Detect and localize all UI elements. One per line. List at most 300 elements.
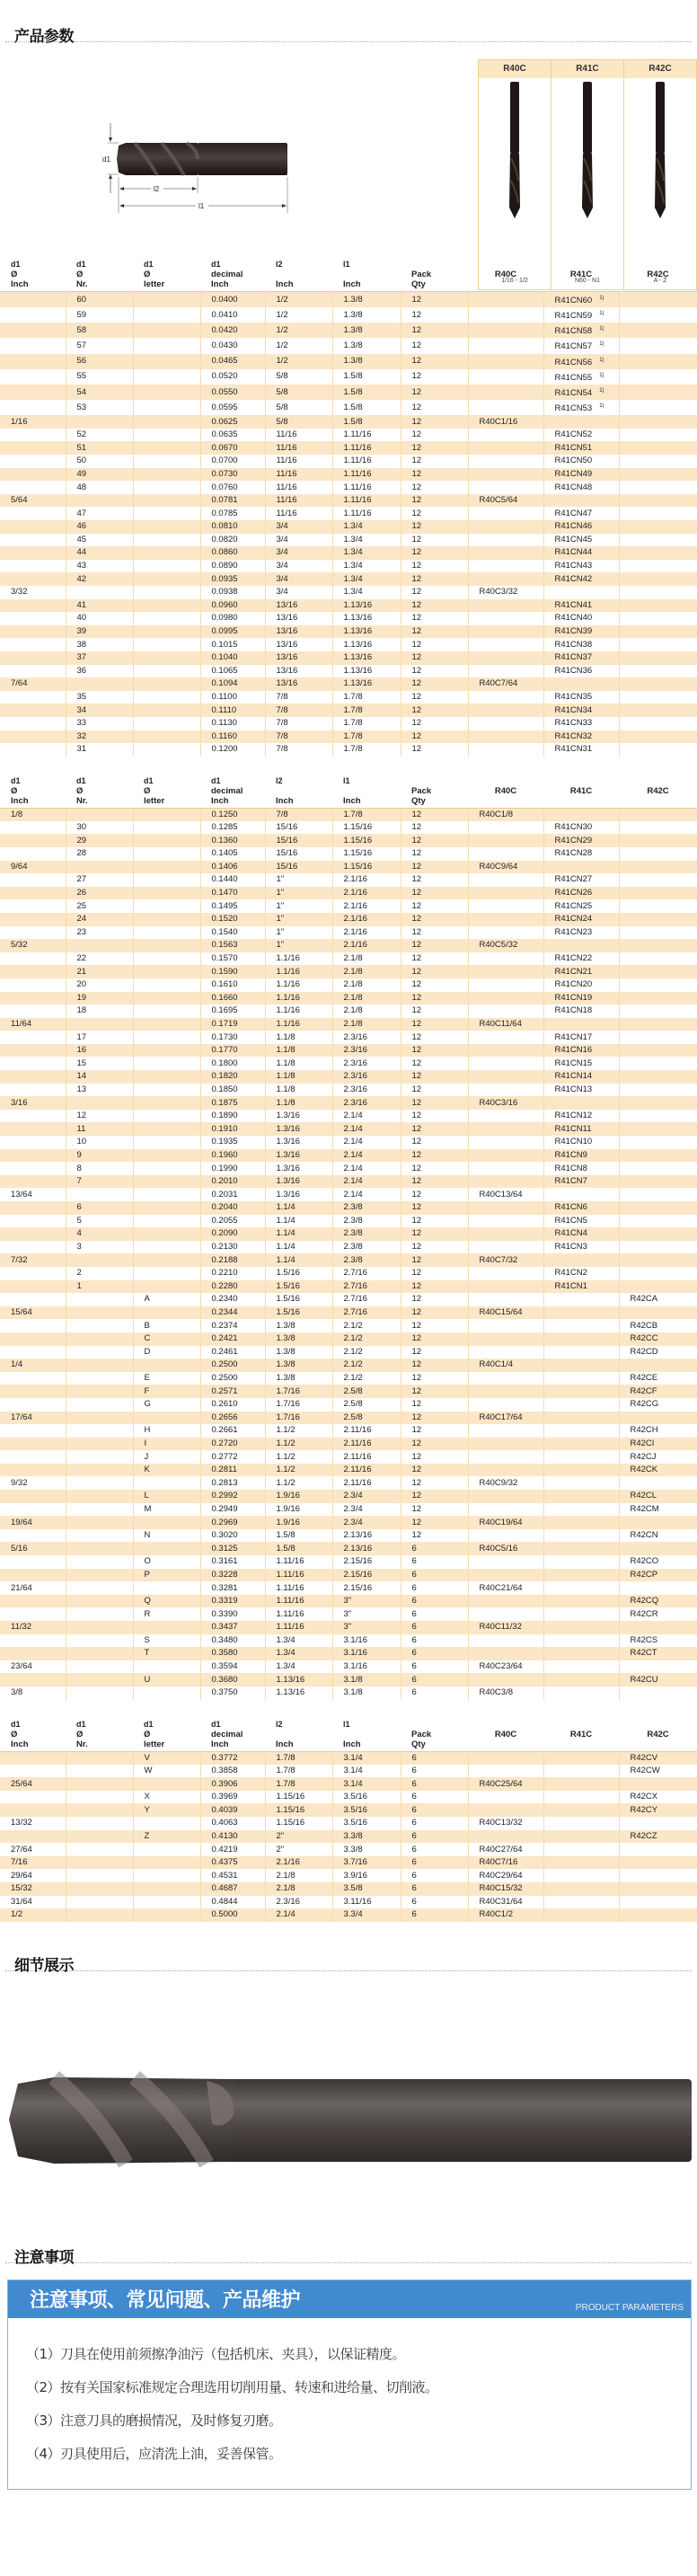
- cell-value: 0.0890: [211, 561, 238, 571]
- table-cell: [265, 429, 332, 442]
- table-cell: [543, 926, 619, 940]
- cell-value: 0.1405: [211, 848, 238, 859]
- table-cell: [200, 400, 265, 415]
- cell-value: 2.1/8: [343, 979, 363, 990]
- cell-value: 11/16: [276, 508, 297, 518]
- table-row: [0, 1896, 697, 1909]
- d1-label: d1: [102, 155, 110, 164]
- table-cell: [66, 354, 133, 369]
- cell-value: I: [144, 1438, 147, 1448]
- cell-value: 0.1890: [211, 1111, 238, 1121]
- table-cell: [265, 354, 332, 369]
- table-cell: [332, 560, 401, 573]
- drill-image: [578, 78, 596, 278]
- table-cell: [0, 1516, 66, 1529]
- table-row: [0, 586, 697, 599]
- column-header-line: letter: [144, 279, 165, 289]
- table-cell: [66, 952, 133, 966]
- table-cell: [0, 1084, 66, 1097]
- table-cell: [66, 1529, 133, 1543]
- table-cell: [332, 1018, 401, 1031]
- table-cell: [133, 1044, 200, 1058]
- table-cell: [200, 1149, 265, 1163]
- table-cell: [401, 1686, 468, 1700]
- cell-value: 0.0430: [211, 341, 238, 351]
- cell-value: 1.3/8: [343, 324, 363, 335]
- cell-value: 12: [411, 704, 422, 715]
- table-row: [0, 1777, 697, 1791]
- cell-value: R40C7/64: [479, 678, 518, 689]
- table-cell: [332, 1241, 401, 1254]
- table-row: [0, 429, 697, 442]
- cell-value: 1.1/16: [276, 966, 300, 977]
- table-cell: [543, 1332, 619, 1346]
- table-cell: [619, 691, 697, 704]
- table-cell: [0, 481, 66, 494]
- table-cell: [332, 400, 401, 415]
- table-cell: [468, 1516, 543, 1529]
- cell-value: 15: [76, 1058, 87, 1068]
- cell-value: 56: [76, 356, 87, 367]
- cell-value: 1.11/16: [343, 429, 372, 440]
- table-cell: [543, 1555, 619, 1569]
- cell-value: 1.1/2: [276, 1477, 296, 1488]
- cell-value: 58: [76, 324, 87, 335]
- table-row: [0, 743, 697, 757]
- table-cell: [543, 534, 619, 547]
- column-header-r41c: R41C: [543, 258, 619, 292]
- table-cell: [543, 586, 619, 599]
- table-cell: [265, 1215, 332, 1228]
- table-cell: [133, 1201, 200, 1215]
- table-cell: [200, 992, 265, 1005]
- table-cell: [401, 1253, 468, 1267]
- cell-value: 15/32: [11, 1883, 32, 1894]
- table-row: [0, 704, 697, 717]
- table-cell: [133, 1412, 200, 1425]
- table-cell: [468, 586, 543, 599]
- table-cell: [265, 847, 332, 861]
- cell-value: R40C13/64: [479, 1189, 523, 1199]
- table-cell: [401, 1215, 468, 1228]
- footnote-mark: 1): [599, 357, 604, 363]
- table-cell: [133, 1634, 200, 1648]
- table-cell: [468, 1136, 543, 1149]
- table-cell: [619, 1070, 697, 1084]
- table-cell: [66, 1843, 133, 1856]
- cell-value: 2.3/16: [343, 1058, 367, 1068]
- table-cell: [265, 1057, 332, 1070]
- table-cell: [200, 1070, 265, 1084]
- table-cell: [332, 821, 401, 835]
- table-cell: [265, 1817, 332, 1830]
- table-cell: [0, 1555, 66, 1569]
- cell-value: 20: [76, 979, 87, 990]
- table-cell: [619, 1529, 697, 1543]
- table-cell: [543, 665, 619, 678]
- notice-item: （1）刀具在使用前须擦净油污（包括机床、夹具），以保证精度。: [26, 2345, 406, 2362]
- cell-value: R41CN58: [554, 326, 593, 337]
- table-cell: [200, 1607, 265, 1621]
- table-cell: [133, 1319, 200, 1332]
- table-cell: [543, 1516, 619, 1529]
- table-cell: [401, 1581, 468, 1595]
- cell-value: 5/16: [11, 1543, 28, 1554]
- column-header-l2: [265, 775, 332, 809]
- table-cell: [543, 1817, 619, 1830]
- table-cell: [332, 1555, 401, 1569]
- table-cell: [133, 1581, 200, 1595]
- table-cell: [200, 1280, 265, 1294]
- table-cell: [543, 323, 619, 338]
- table-cell: [619, 1555, 697, 1569]
- table-cell: [133, 441, 200, 455]
- table-cell: [619, 1777, 697, 1791]
- table-row: [0, 1503, 697, 1517]
- table-cell: [401, 1569, 468, 1582]
- table-cell: [66, 992, 133, 1005]
- table-cell: [332, 665, 401, 678]
- drill-dimension-diagram: [102, 123, 296, 222]
- table-cell: [200, 1803, 265, 1817]
- table-cell: [619, 1647, 697, 1660]
- table-cell: [265, 1267, 332, 1280]
- cell-value: R41CN30: [554, 822, 593, 833]
- table-cell: [133, 887, 200, 900]
- table-cell: [401, 560, 468, 573]
- table-cell: [66, 369, 133, 385]
- table-cell: [0, 1607, 66, 1621]
- cell-value: A: [144, 1294, 150, 1305]
- cell-value: 12: [411, 599, 422, 610]
- table-cell: [200, 1856, 265, 1870]
- table-cell: [619, 1253, 697, 1267]
- table-cell: [133, 369, 200, 385]
- table-cell: [468, 1450, 543, 1464]
- table-cell: [66, 1803, 133, 1817]
- cell-value: 24: [76, 914, 87, 925]
- cell-value: 0.1015: [211, 639, 238, 650]
- cell-value: 2.7/16: [343, 1268, 367, 1279]
- column-header-line: Ø: [76, 270, 84, 279]
- table-cell: [332, 586, 401, 599]
- cell-value: R41CN31: [554, 744, 593, 755]
- cell-value: 0.4063: [211, 1818, 238, 1828]
- column-header-line: Pack: [411, 785, 432, 796]
- table-cell: [0, 1346, 66, 1359]
- table-cell: [543, 572, 619, 586]
- table-cell: [619, 1044, 697, 1058]
- table-cell: [619, 1096, 697, 1110]
- cell-value: 4: [76, 1228, 82, 1239]
- cell-value: 11/16: [276, 495, 297, 506]
- cell-value: R40C3/32: [479, 587, 518, 598]
- cell-value: 1.15/16: [276, 1804, 305, 1815]
- notice-item: （4）刃具使用后，应清洗上油，妥善保管。: [26, 2445, 282, 2462]
- column-header-line: decimal: [211, 1729, 243, 1739]
- cell-value: 5/32: [11, 940, 28, 951]
- table-cell: [265, 1869, 332, 1882]
- table-cell: [468, 638, 543, 651]
- table-cell: [468, 1843, 543, 1856]
- table-cell: [543, 1162, 619, 1175]
- cell-value: R41CN28: [554, 848, 593, 859]
- cell-value: R41CN17: [554, 1031, 593, 1042]
- table-cell: [66, 939, 133, 952]
- cell-value: R42CT: [630, 1648, 657, 1659]
- table-cell: [332, 455, 401, 468]
- table-row: [0, 861, 697, 874]
- table-cell: [200, 599, 265, 613]
- table-cell: [619, 385, 697, 400]
- cell-value: R40C1/8: [479, 809, 513, 819]
- table-cell: [265, 1306, 332, 1320]
- cell-value: 2.1/4: [343, 1176, 363, 1187]
- cell-value: 1": [276, 914, 285, 925]
- column-header-inch: [0, 775, 66, 809]
- table-cell: [66, 1660, 133, 1674]
- table-cell: [66, 887, 133, 900]
- cell-value: 1.3/16: [276, 1176, 300, 1187]
- drill-icon: [506, 82, 524, 226]
- table-cell: [133, 612, 200, 625]
- table-cell: [401, 369, 468, 385]
- table-cell: [543, 1253, 619, 1267]
- table-cell: [401, 847, 468, 861]
- table-cell: [66, 1817, 133, 1830]
- table-cell: [619, 1241, 697, 1254]
- cell-value: 7/32: [11, 1254, 28, 1265]
- cell-value: R40C29/64: [479, 1870, 523, 1881]
- table-cell: [468, 1673, 543, 1686]
- table-cell: [543, 441, 619, 455]
- cell-value: R42CQ: [630, 1596, 659, 1607]
- table-cell: [543, 560, 619, 573]
- table-cell: [401, 1595, 468, 1608]
- cell-value: 0.1730: [211, 1031, 238, 1042]
- table-cell: [265, 507, 332, 520]
- table-cell: [265, 1542, 332, 1555]
- table-cell: [0, 677, 66, 691]
- cell-value: 6: [411, 1648, 417, 1659]
- cell-value: 0.3750: [211, 1687, 238, 1698]
- cell-value: 0.1200: [211, 744, 238, 755]
- column-header-nr: [66, 775, 133, 809]
- table-cell: [332, 992, 401, 1005]
- cell-value: 12: [411, 1045, 422, 1056]
- table-cell: [401, 1005, 468, 1018]
- table-cell: [543, 494, 619, 508]
- table-cell: [468, 1660, 543, 1674]
- table-cell: [265, 1529, 332, 1543]
- column-header-r40c: R40C: [468, 258, 543, 292]
- cell-value: 2.1/8: [343, 1005, 363, 1016]
- table-cell: [619, 494, 697, 508]
- table-cell: [66, 323, 133, 338]
- table-cell: [0, 1175, 66, 1189]
- table-cell: [332, 1843, 401, 1856]
- column-header-line: decimal: [211, 270, 243, 279]
- table-cell: [133, 1057, 200, 1070]
- table-cell: [265, 1175, 332, 1189]
- cell-value: 0.3281: [211, 1582, 238, 1593]
- table-cell: [200, 861, 265, 874]
- cell-value: 34: [76, 704, 87, 715]
- cell-value: 6: [411, 1909, 417, 1920]
- table-cell: [133, 1765, 200, 1778]
- table-cell: [66, 1319, 133, 1332]
- table-cell: [66, 1253, 133, 1267]
- cell-value: 12: [411, 356, 422, 367]
- table-cell: [0, 1908, 66, 1922]
- footnote-mark: 1): [599, 326, 604, 332]
- table-cell: [0, 887, 66, 900]
- table-cell: [66, 651, 133, 665]
- table-cell: [200, 625, 265, 639]
- cell-value: 12: [411, 822, 422, 833]
- cell-value: R42CM: [630, 1503, 659, 1514]
- table-cell: [265, 1673, 332, 1686]
- cell-value: 2.1/8: [343, 966, 363, 977]
- table-cell: [619, 1438, 697, 1451]
- table-cell: [468, 385, 543, 400]
- table-cell: [543, 1450, 619, 1464]
- table-cell: [265, 292, 332, 308]
- table-cell: [265, 1359, 332, 1372]
- table-cell: [265, 638, 332, 651]
- table-cell: [401, 385, 468, 400]
- cell-value: 1/16: [11, 416, 28, 427]
- table-cell: [265, 808, 332, 821]
- cell-value: 1.13/16: [343, 626, 373, 637]
- cell-value: 12: [411, 1425, 422, 1436]
- table-cell: [0, 1581, 66, 1595]
- table-cell: [332, 385, 401, 400]
- table-cell: [133, 1569, 200, 1582]
- cell-value: 12: [411, 1294, 422, 1305]
- table-cell: [619, 743, 697, 757]
- cell-value: R40C7/16: [479, 1857, 518, 1868]
- cell-value: 12: [411, 1465, 422, 1475]
- table-cell: [66, 625, 133, 639]
- table-cell: [66, 717, 133, 730]
- table-cell: [543, 1673, 619, 1686]
- variant-range: A - Z: [653, 278, 667, 284]
- cell-value: 1.15/16: [343, 861, 373, 872]
- table-cell: [468, 1188, 543, 1201]
- cell-value: 36: [76, 665, 87, 676]
- table-cell: [133, 1018, 200, 1031]
- cell-value: 3.3/8: [343, 1844, 363, 1855]
- column-header-r42c: R42C: [619, 1718, 697, 1752]
- table-cell: [200, 1595, 265, 1608]
- table-cell: [468, 1162, 543, 1175]
- cell-value: 6: [411, 1883, 417, 1894]
- cell-value: 3/4: [276, 587, 288, 598]
- table-cell: [543, 1464, 619, 1477]
- column-header-line: Qty: [411, 279, 426, 289]
- table-cell: [332, 1765, 401, 1778]
- table-cell: [468, 1398, 543, 1412]
- column-header-line: [276, 786, 332, 796]
- table-cell: [265, 534, 332, 547]
- table-row: [0, 1096, 697, 1110]
- table-cell: [0, 1843, 66, 1856]
- table-cell: [401, 834, 468, 847]
- cell-value: R41CN25: [554, 900, 593, 911]
- cell-value: R41CN1: [554, 1280, 587, 1291]
- table-cell: [66, 1412, 133, 1425]
- footnote-mark: 1): [599, 296, 604, 301]
- table-cell: [332, 1136, 401, 1149]
- cell-value: 1.3/16: [276, 1163, 300, 1173]
- table-cell: [619, 1084, 697, 1097]
- table-cell: [265, 1424, 332, 1438]
- table-cell: [265, 992, 332, 1005]
- table-cell: [66, 572, 133, 586]
- cell-value: 12: [411, 1517, 422, 1527]
- cell-value: 1": [276, 926, 285, 937]
- table-cell: [619, 612, 697, 625]
- table-cell: [66, 534, 133, 547]
- table-cell: [543, 1856, 619, 1870]
- table-cell: [0, 338, 66, 353]
- table-cell: [133, 494, 200, 508]
- cell-value: 0.1130: [211, 718, 237, 729]
- table-row: [0, 1751, 697, 1765]
- table-cell: [200, 1516, 265, 1529]
- cell-value: R42CV: [630, 1752, 658, 1763]
- table-cell: [468, 1424, 543, 1438]
- cell-value: 3.1/4: [343, 1778, 363, 1789]
- table-cell: [468, 1647, 543, 1660]
- table-cell: [0, 730, 66, 744]
- table-cell: [401, 1372, 468, 1385]
- cell-value: 2": [276, 1830, 285, 1841]
- table-cell: [332, 861, 401, 874]
- cell-value: R41CN47: [554, 508, 593, 518]
- cell-value: 6: [76, 1202, 82, 1213]
- cell-value: 1.1/2: [276, 1451, 296, 1462]
- cell-value: R42CP: [630, 1569, 658, 1580]
- table-row: [0, 400, 697, 415]
- cell-value: 1.3/8: [276, 1346, 296, 1357]
- table-row: [0, 1424, 697, 1438]
- table-cell: [265, 939, 332, 952]
- cell-value: 1.11/16: [276, 1569, 304, 1580]
- table-row: [0, 1476, 697, 1490]
- cell-value: 1.7/8: [343, 730, 363, 741]
- cell-value: 11/32: [11, 1622, 32, 1633]
- table-cell: [0, 808, 66, 821]
- cell-value: 6: [411, 1804, 417, 1815]
- table-cell: [468, 1464, 543, 1477]
- cell-value: 3/4: [276, 521, 288, 532]
- table-cell: [133, 1777, 200, 1791]
- table-cell: [265, 1110, 332, 1123]
- table-cell: [543, 704, 619, 717]
- table-cell: [200, 834, 265, 847]
- table-cell: [133, 1110, 200, 1123]
- cell-value: R41CN38: [554, 639, 593, 650]
- cell-value: 0.1935: [211, 1137, 238, 1147]
- table-cell: [619, 1464, 697, 1477]
- table-row: [0, 1267, 697, 1280]
- table-cell: [619, 677, 697, 691]
- column-header-line: letter: [144, 1739, 165, 1749]
- cell-value: F: [144, 1385, 150, 1396]
- cell-value: 28: [76, 848, 87, 859]
